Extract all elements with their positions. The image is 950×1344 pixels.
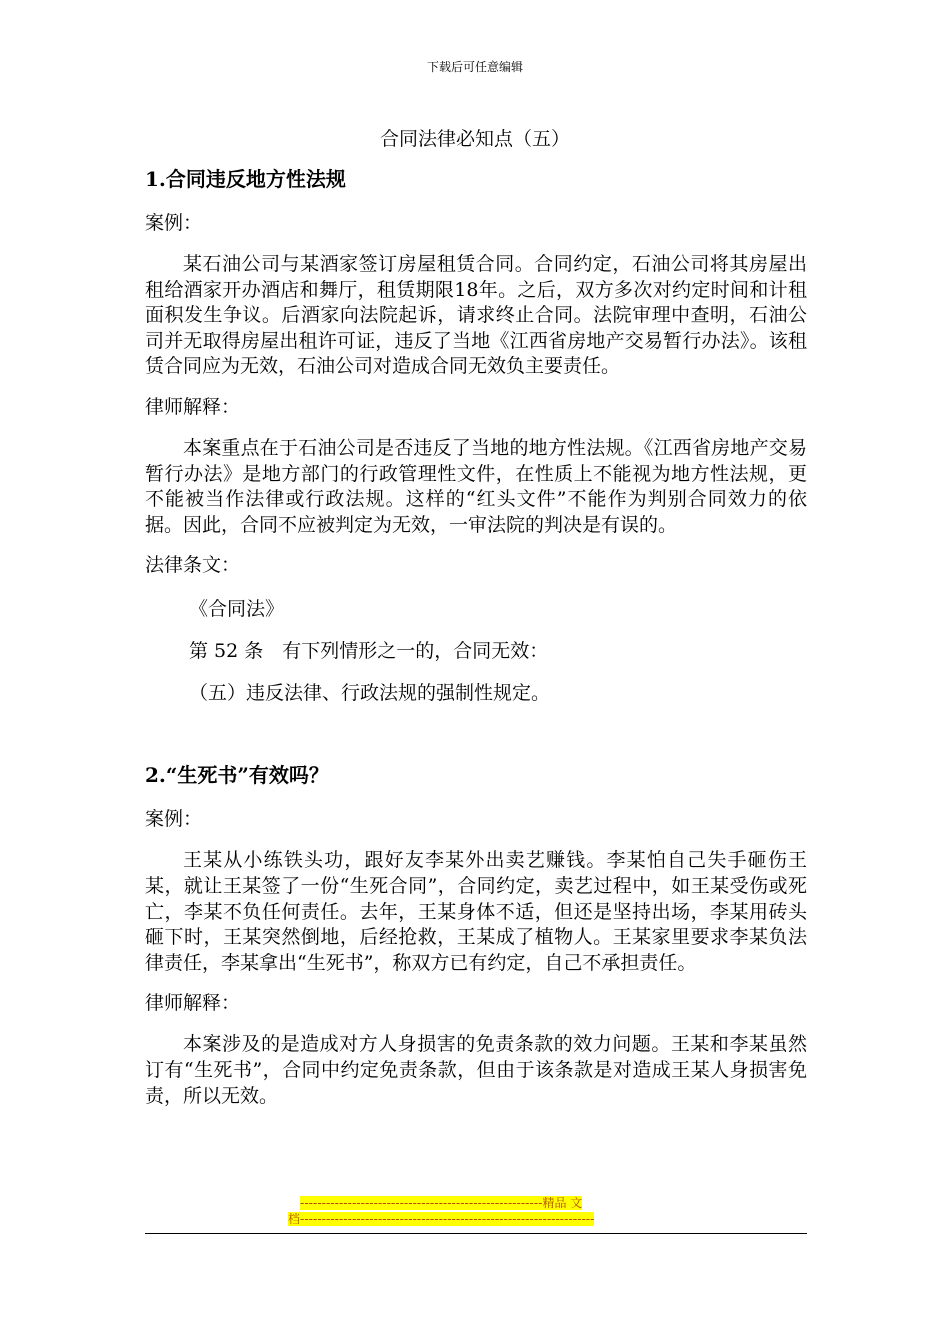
section-2-case-label: 案例： [145, 808, 203, 831]
document-body [145, 162, 807, 1109]
footer-banner [288, 1195, 660, 1227]
law-article: 第 52 条 有下列情形之一的，合同无效： [189, 640, 549, 663]
section-1-heading: 1.合同违反地方性法规 [145, 167, 346, 191]
law-name: 《合同法》 [189, 598, 285, 621]
section-2-lawyer-text: 本案涉及的是造成对方人身损害的免责条款的效力问题。王某和李某虽然订有“生死书”，合同中约定免责条款，但由于该条款是对造成王某人身损害免责，所以无效。 [145, 1033, 807, 1107]
page-title: 合同法律必知点（五） [379, 128, 570, 150]
section-2-heading: 2.“生死书”有效吗？ [145, 763, 329, 788]
footer-banner-line-2: 档-------------------------------------------------------------------- [288, 1212, 595, 1226]
footer-rule [145, 1233, 807, 1234]
law-clause: （五）违反法律、行政法规的强制性规定。 [189, 682, 551, 705]
section-spacer [145, 706, 807, 758]
section-1-case-text: 某石油公司与某酒家签订房屋租赁合同。合同约定，石油公司将其房屋出租给酒家开办酒店和舞厅，租赁期限18年。之后，双方多次对约定时间和计租面积发生争议。后酒家向法院起诉，请求终止合同。法院审理中查明，石油公司并无取得房屋出租许可证，违反了当地《江西省房地产交易暂行办法》。该租赁合同应为无效，石油公司对造成合同无效负主要责任。 [145, 253, 807, 378]
section-1-lawyer-label: 律师解释： [145, 395, 241, 418]
section-1-law-label: 法律条文： [145, 554, 241, 577]
section-1-lawyer-text: 本案重点在于石油公司是否违反了当地的地方性法规。《江西省房地产交易暂行办法》是地方部门的行政管理性文件，在性质上不能视为地方性法规，更不能被当作法律或行政法规。这样的“红头文件”不能作为判别合同效力的依据。因此，合同不应被判定为无效，一审法院的判决是有误的。 [145, 436, 807, 536]
header-note: 下载后可任意编辑 [426, 60, 523, 74]
section-2-lawyer-label: 律师解释： [145, 992, 241, 1015]
section-2-case-text: 王某从小练铁头功，跟好友李某外出卖艺赚钱。李某怕自己失手砸伤王某，就让王某签了一份“生死合同”，合同约定，卖艺过程中，如王某受伤或死亡，李某不负任何责任。去年，王某身体不适，但还是坚持出场，李某用砖头砸下时，王某突然倒地，后经抢救，王某成了植物人。王某家里要求李某负法律责任，李某拿出“生死书”，称双方已有约定，自己不承担责任。 [145, 849, 807, 974]
section-1-case-label: 案例： [145, 212, 203, 234]
footer-banner-line-1: --------------------------------------------------------精品 文 [300, 1196, 583, 1210]
